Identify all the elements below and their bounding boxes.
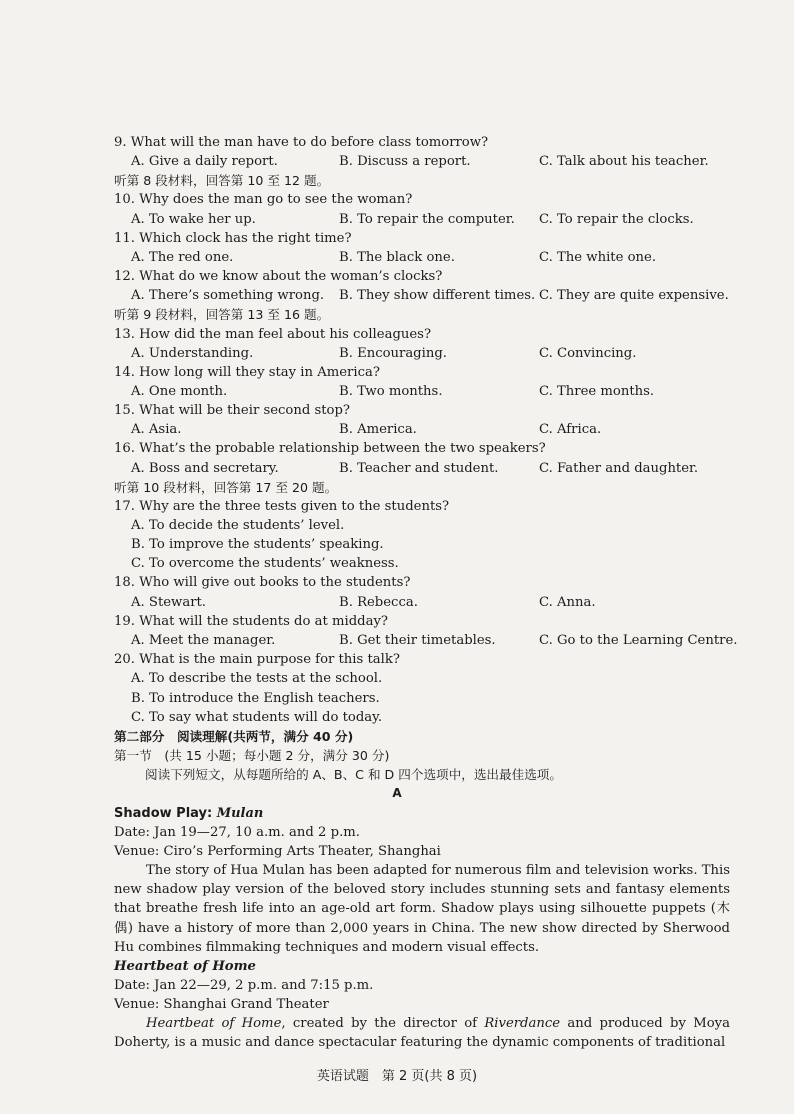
options-19: [131, 631, 743, 650]
ad1-venue: Venue: Ciro’s Performing Arts Theater, Shanghai: [114, 844, 441, 859]
ad2-date: Date: Jan 22—29, 2 p.m. and 7:15 p.m.: [114, 978, 374, 993]
ad2-venue: Venue: Shanghai Grand Theater: [114, 997, 329, 1012]
ad2-body-rest: and produced by Moya Doherty, is a music and dance spectacular featuring the dynamic components of traditional: [114, 1016, 730, 1051]
option-a: A. Boss and secretary.: [131, 461, 279, 476]
question-15: 15. What will be their second stop?: [114, 403, 350, 418]
options-14: [131, 382, 743, 401]
question-17: 17. Why are the three tests given to the students?: [114, 499, 450, 514]
option-a: A. To wake her up.: [131, 212, 256, 227]
option-a: A. Asia.: [131, 422, 182, 437]
option-b: B. Get their timetables.: [339, 633, 496, 648]
option-b: B. Rebecca.: [339, 595, 418, 610]
option-a: A. Stewart.: [131, 595, 206, 610]
question-12: 12. What do we know about the woman’s clocks?: [114, 269, 443, 284]
option-c: C. Three months.: [539, 384, 655, 399]
option-c: C. To repair the clocks.: [539, 212, 694, 227]
instruction-seg9: 听第 9 段材料，回答第 13 至 16 题。: [114, 307, 330, 322]
option-a: A. Understanding.: [131, 346, 254, 361]
ad2-body-mid: , created by the director of: [281, 1016, 485, 1031]
option-a: A. There’s something wrong.: [131, 288, 325, 303]
option-a: A. Give a daily report.: [131, 154, 278, 169]
option-b: B. Encouraging.: [339, 346, 447, 361]
option-b: B. Teacher and student.: [339, 461, 499, 476]
options-16: [131, 459, 743, 478]
option-c: C. Convincing.: [539, 346, 637, 361]
options-10: [131, 210, 743, 229]
ad1-title: [114, 804, 263, 823]
options-13: [131, 344, 743, 363]
option-b: B. To repair the computer.: [339, 212, 515, 227]
option-c: C. They are quite expensive.: [539, 288, 729, 303]
page-footer: 英语试题 第 2 页(共 8 页): [316, 1069, 478, 1084]
option-c: C. Talk about his teacher.: [539, 154, 709, 169]
option-a: A. To describe the tests at the school.: [131, 671, 383, 686]
option-c: C. Go to the Learning Centre.: [539, 633, 738, 648]
option-c: C. To overcome the students’ weakness.: [131, 556, 399, 571]
option-b: B. Discuss a report.: [339, 154, 471, 169]
options-18: [131, 593, 743, 612]
option-b: B. Two months.: [339, 384, 443, 399]
options-11: [131, 248, 743, 267]
ad1-body: The story of Hua Mulan has been adapted for numerous film and television works. This new shadow play version of the beloved story includes stunning sets and fantasy elements that breathe fresh life into an age-old art form. Shadow plays using silhouette puppets (木偶) have a history of more than 2,000 years in China. The new show directed by Sherwood Hu combines filmmaking techniques and modern visual effects.: [114, 863, 730, 955]
ad1-title-plain: Shadow Play:: [114, 806, 217, 821]
question-19: 19. What will the students do at midday?: [114, 614, 388, 629]
options-9: [131, 152, 743, 171]
option-b: B. America.: [339, 422, 417, 437]
passage-label: A: [392, 786, 402, 800]
option-c: C. To say what students will do today.: [131, 710, 383, 725]
option-c: C. Father and daughter.: [539, 461, 699, 476]
option-a: A. Meet the manager.: [131, 633, 276, 648]
option-c: C. Anna.: [539, 595, 596, 610]
ad1-title-italic: Mulan: [216, 806, 264, 821]
section1-heading: 第一节 (共 15 小题；每小题 2 分，满分 30 分): [114, 748, 390, 763]
instruction-seg8: 听第 8 段材料，回答第 10 至 12 题。: [114, 173, 330, 188]
ad2-body-title: Heartbeat of Home: [146, 1016, 282, 1031]
question-13: 13. How did the man feel about his colleagues?: [114, 327, 432, 342]
question-10: 10. Why does the man go to see the woman?: [114, 192, 413, 207]
options-12: [131, 286, 743, 305]
option-c: C. Africa.: [539, 422, 602, 437]
question-14: 14. How long will they stay in America?: [114, 365, 380, 380]
question-16: 16. What’s the probable relationship between the two speakers?: [114, 441, 546, 456]
option-a: A. One month.: [131, 384, 228, 399]
option-b: B. They show different times.: [339, 288, 536, 303]
option-a: A. The red one.: [131, 250, 234, 265]
part2-heading: 第二部分 阅读理解(共两节，满分 40 分): [114, 729, 354, 744]
question-20: 20. What is the main purpose for this talk?: [114, 652, 400, 667]
question-11: 11. Which clock has the right time?: [114, 231, 352, 246]
ad2-body-riverdance: Riverdance: [484, 1016, 561, 1031]
instruction-seg10: 听第 10 段材料，回答第 17 至 20 题。: [114, 480, 338, 495]
reading-directions: 阅读下列短文，从每题所给的 A、B、C 和 D 四个选项中，选出最佳选项。: [145, 767, 562, 782]
option-c: C. The white one.: [539, 250, 657, 265]
ad2-body: [114, 1014, 730, 1052]
question-9: 9. What will the man have to do before class tomorrow?: [114, 135, 489, 150]
option-b: B. To introduce the English teachers.: [131, 691, 380, 706]
question-18: 18. Who will give out books to the students?: [114, 575, 411, 590]
option-a: A. To decide the students’ level.: [131, 518, 345, 533]
option-b: B. To improve the students’ speaking.: [131, 537, 384, 552]
options-15: [131, 420, 743, 439]
option-b: B. The black one.: [339, 250, 455, 265]
ad2-title: Heartbeat of Home: [114, 959, 256, 974]
ad1-date: Date: Jan 19—27, 10 a.m. and 2 p.m.: [114, 825, 360, 840]
